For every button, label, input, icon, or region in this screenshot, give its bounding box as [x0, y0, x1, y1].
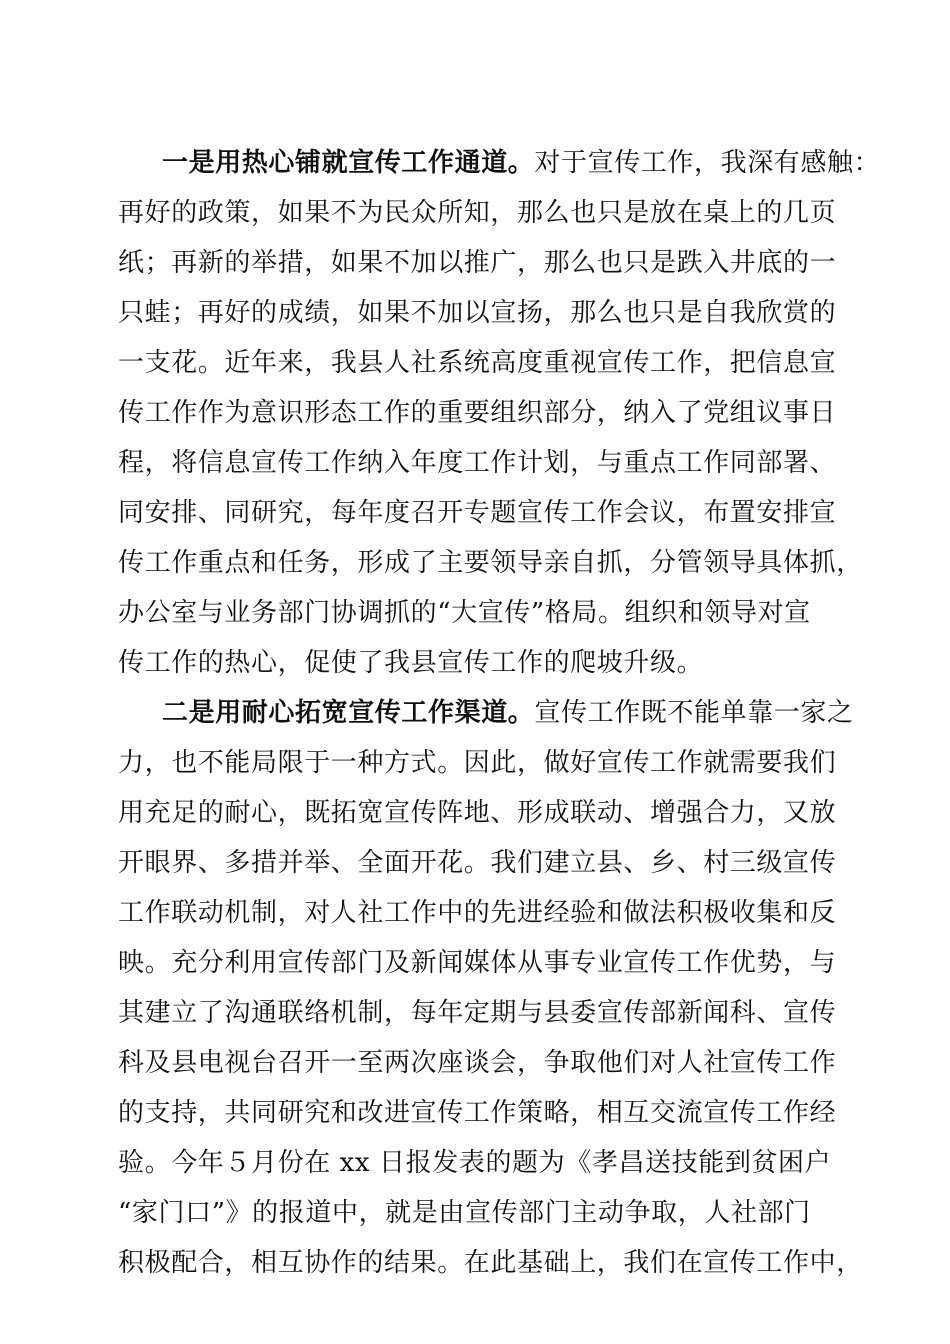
paragraph-2-line-2: 力，也不能局限于一种方式。因此，做好宣传工作就需要我们 — [118, 748, 837, 778]
paragraph-2-line-9: 的支持，共同研究和改进宣传工作策略，相互交流宣传工作经 — [118, 1098, 837, 1128]
paragraph-1-heading: 一是用热心铺就宣传工作通道。 — [162, 148, 535, 178]
paragraph-1-line-2: 再好的政策，如果不为民众所知，那么也只是放在桌上的几页 — [118, 198, 837, 228]
paragraph-1-line-8: 同安排、同研究，每年度召开专题宣传工作会议，布置安排宣 — [118, 498, 837, 528]
paragraph-1-line-11: 传工作的热心，促使了我县宣传工作的爬坡升级。 — [118, 648, 704, 678]
paragraph-2-line-11: “家门口”》的报道中，就是由宣传部门主动争取，人社部门 — [118, 1198, 811, 1228]
paragraph-2-line-6: 映。充分利用宣传部门及新闻媒体从事专业宣传工作优势，与 — [118, 948, 837, 978]
paragraph-2-line-12: 积极配合，相互协作的结果。在此基础上，我们在宣传工作中， — [118, 1248, 863, 1278]
paragraph-2-line-3: 用充足的耐心，既拓宽宣传阵地、形成联动、增强合力，又放 — [118, 798, 837, 828]
paragraph-1-line-1 — [118, 138, 881, 188]
paragraph-2-line-5: 工作联动机制，对人社工作中的先进经验和做法积极收集和反 — [118, 898, 837, 928]
paragraph-1-line-6: 传工作作为意识形态工作的重要组织部分，纳入了党组议事日 — [118, 398, 837, 428]
paragraph-2-line-1 — [118, 688, 854, 738]
paragraph-1-line-3: 纸；再新的举措，如果不加以推广，那么也只是跌入井底的一 — [118, 248, 837, 278]
paragraph-1-line-10: 办公室与业务部门协调抓的“大宣传”格局。组织和领导对宣 — [118, 598, 811, 628]
document-body — [118, 138, 881, 1288]
paragraph-2-line-4: 开眼界、多措并举、全面开花。我们建立县、乡、村三级宣传 — [118, 848, 837, 878]
paragraph-2-line-7: 其建立了沟通联络机制，每年定期与县委宣传部新闻科、宣传 — [118, 998, 837, 1028]
paragraph-1-line-7: 程，将信息宣传工作纳入年度工作计划，与重点工作同部署、 — [118, 448, 837, 478]
paragraph-1-line-5: 一支花。近年来，我县人社系统高度重视宣传工作，把信息宣 — [118, 348, 837, 378]
paragraph-2-line-10: 验。今年５月份在 xx 日报发表的题为《孝昌送技能到贫困户 — [118, 1148, 832, 1178]
paragraph-2-text: 宣传工作既不能单靠一家之 — [534, 698, 854, 728]
paragraph-1-line-9: 传工作重点和任务，形成了主要领导亲自抓，分管领导具体抓， — [118, 548, 863, 578]
paragraph-1-text: 对于宣传工作，我深有感触： — [534, 148, 881, 178]
paragraph-2-line-8: 科及县电视台召开一至两次座谈会，争取他们对人社宣传工作 — [118, 1048, 837, 1078]
paragraph-1-line-4: 只蛙；再好的成绩，如果不加以宣扬，那么也只是自我欣赏的 — [118, 298, 837, 328]
paragraph-2-heading: 二是用耐心拓宽宣传工作渠道。 — [162, 698, 535, 728]
